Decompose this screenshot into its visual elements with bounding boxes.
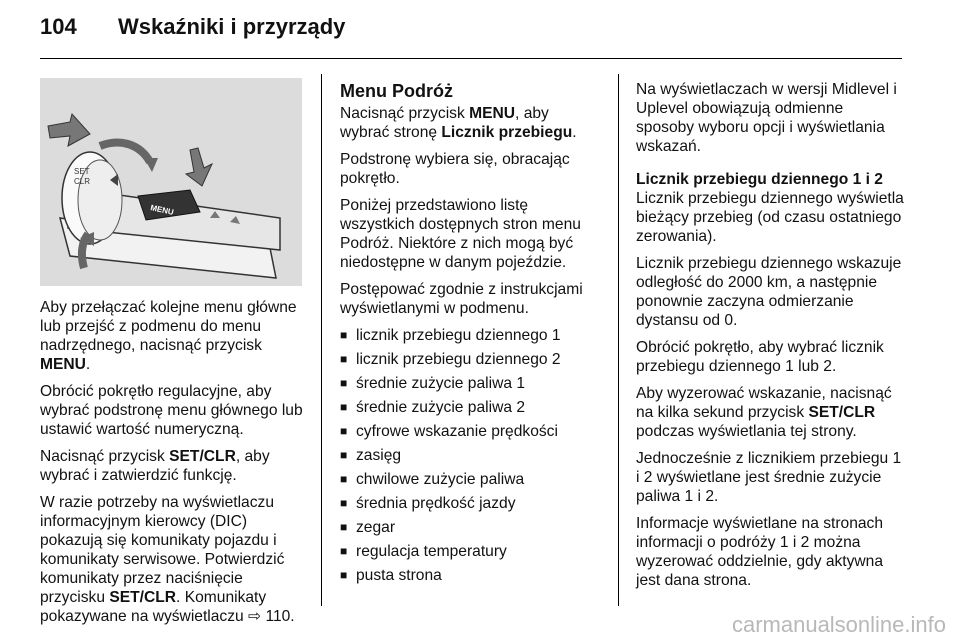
paragraph-list-intro: Poniżej przedstawiono listę wszystkich dostępnych stron menu Podróż. Niektóre z nich mogą być niedostępne w danym pojeździe. <box>340 197 581 271</box>
paragraph-menu-button: Aby przełączać kolejne menu główne lub przejść z podmenu do menu nadrzędnego, nacisnąć przycisk MENU. <box>40 299 297 373</box>
bullet-icon: ■ <box>340 400 348 414</box>
column-2 <box>340 80 602 590</box>
stalk-drawing <box>40 78 302 286</box>
list-item: ■ licznik przebiegu dziennego 2 <box>340 351 561 368</box>
paragraph-trip-current: Licznik przebiegu dziennego wyświetla bieżący przebieg (od czasu ostatniego zerowania). <box>636 190 904 245</box>
set-clr-ref: SET/CLR <box>169 448 236 465</box>
list-item: ■ pusta strona <box>340 567 442 584</box>
set-clr-ref: SET/CLR <box>808 404 876 421</box>
list-item: ■ zegar <box>340 519 396 536</box>
page-title: Wskaźniki i przyrządy <box>118 14 346 39</box>
column-1 <box>40 298 305 634</box>
list-item: ■ licznik przebiegu dziennego 1 <box>340 327 561 344</box>
stalk-illustration <box>40 78 302 286</box>
svg-text:SET: SET <box>74 167 90 176</box>
menu-button-ref: MENU <box>40 356 86 373</box>
paragraph-display-versions: Na wyświetlaczach w wersji Midlevel i Uplevel obowiązują odmienne sposoby wyboru opcji i wyświetlania wskazań. <box>636 81 897 155</box>
column-3 <box>636 80 904 598</box>
paragraph-instructions: Postępować zgodnie z instrukcjami wyświetlanymi w podmenu. <box>340 281 583 317</box>
bullet-icon: ■ <box>340 496 348 510</box>
paragraph-select-page: Nacisnąć przycisk MENU, aby wybrać stronę Licznik przebiegu. <box>340 105 577 141</box>
paragraph-subpage: Podstronę wybiera się, obracając pokrętło. <box>340 151 570 187</box>
bullet-icon: ■ <box>340 472 348 486</box>
trip-odometer-ref: Licznik przebiegu <box>441 124 573 141</box>
list-item: ■ regulacja temperatury <box>340 543 507 560</box>
bullet-icon: ■ <box>340 520 348 534</box>
bullet-icon: ■ <box>340 376 348 390</box>
paragraph-trip-range: Licznik przebiegu dziennego wskazuje odległość do 2000 km, a następnie ponownie zaczyna odmierzanie dystansu od 0. <box>636 255 902 329</box>
paragraph-set-clr: Nacisnąć przycisk SET/CLR, aby wybrać i zatwierdzić funkcję. <box>40 448 270 484</box>
watermark: carmanualsonline.info <box>731 612 946 637</box>
bullet-icon: ■ <box>340 352 348 366</box>
paragraph-select-trip: Obrócić pokrętło, aby wybrać licznik przebiegu dziennego 1 lub 2. <box>636 339 884 375</box>
trip-menu-list <box>340 326 602 585</box>
page-reference[interactable]: 110. <box>261 608 295 625</box>
subsection-heading: Licznik przebiegu dziennego 1 i 2 <box>636 171 883 188</box>
bullet-icon: ■ <box>340 448 348 462</box>
header-rule <box>40 58 902 59</box>
column-divider-2 <box>618 74 619 606</box>
list-item: ■ średnia prędkość jazdy <box>340 495 516 512</box>
column-divider-1 <box>321 74 322 606</box>
paragraph-reset: Aby wyzerować wskazanie, nacisnąć na kilka sekund przycisk SET/CLR podczas wyświetlania tej strony. <box>636 385 892 440</box>
section-heading: Menu Podróż <box>340 81 453 101</box>
list-item: ■ średnie zużycie paliwa 2 <box>340 399 526 416</box>
bullet-icon: ■ <box>340 424 348 438</box>
menu-button-ref: MENU <box>469 105 516 122</box>
list-item: ■ cyfrowe wskazanie prędkości <box>340 423 558 440</box>
list-item: ■ zasięg <box>340 447 402 464</box>
paragraph-reset-separately: Informacje wyświetlane na stronach informacji o podróży 1 i 2 można wyzerować oddzielnie, gdy aktywna jest dana strona. <box>636 515 884 589</box>
list-item: ■ średnie zużycie paliwa 1 <box>340 375 526 392</box>
paragraph-fuel-consumption: Jednocześnie z licznikiem przebiegu 1 i 2 wyświetlane jest średnie zużycie paliwa 1 i 2. <box>636 450 902 505</box>
set-clr-ref: SET/CLR <box>109 589 177 606</box>
list-item: ■ chwilowe zużycie paliwa <box>340 471 525 488</box>
page-number: 104 <box>40 14 77 39</box>
paragraph-knob: Obrócić pokrętło regulacyjne, aby wybrać podstronę menu głównego lub ustawić wartość numeryczną. <box>40 383 303 438</box>
bullet-icon: ■ <box>340 544 348 558</box>
svg-text:MENU: MENU <box>149 203 175 217</box>
page-reference-icon: ⇨ <box>248 608 262 625</box>
paragraph-dic-messages: W razie potrzeby na wyświetlaczu informacyjnym kierowcy (DIC) pokazują się komunikaty pojazdu i komunikaty serwisowe. Potwierdzić komunikaty przez naciśnięcie przycisku SET/CLR. Komunikaty pokazywane na wyświetlaczu ⇨ 110. <box>40 494 295 625</box>
svg-text:CLR: CLR <box>74 177 91 186</box>
bullet-icon: ■ <box>340 568 348 582</box>
bullet-icon: ■ <box>340 328 348 342</box>
